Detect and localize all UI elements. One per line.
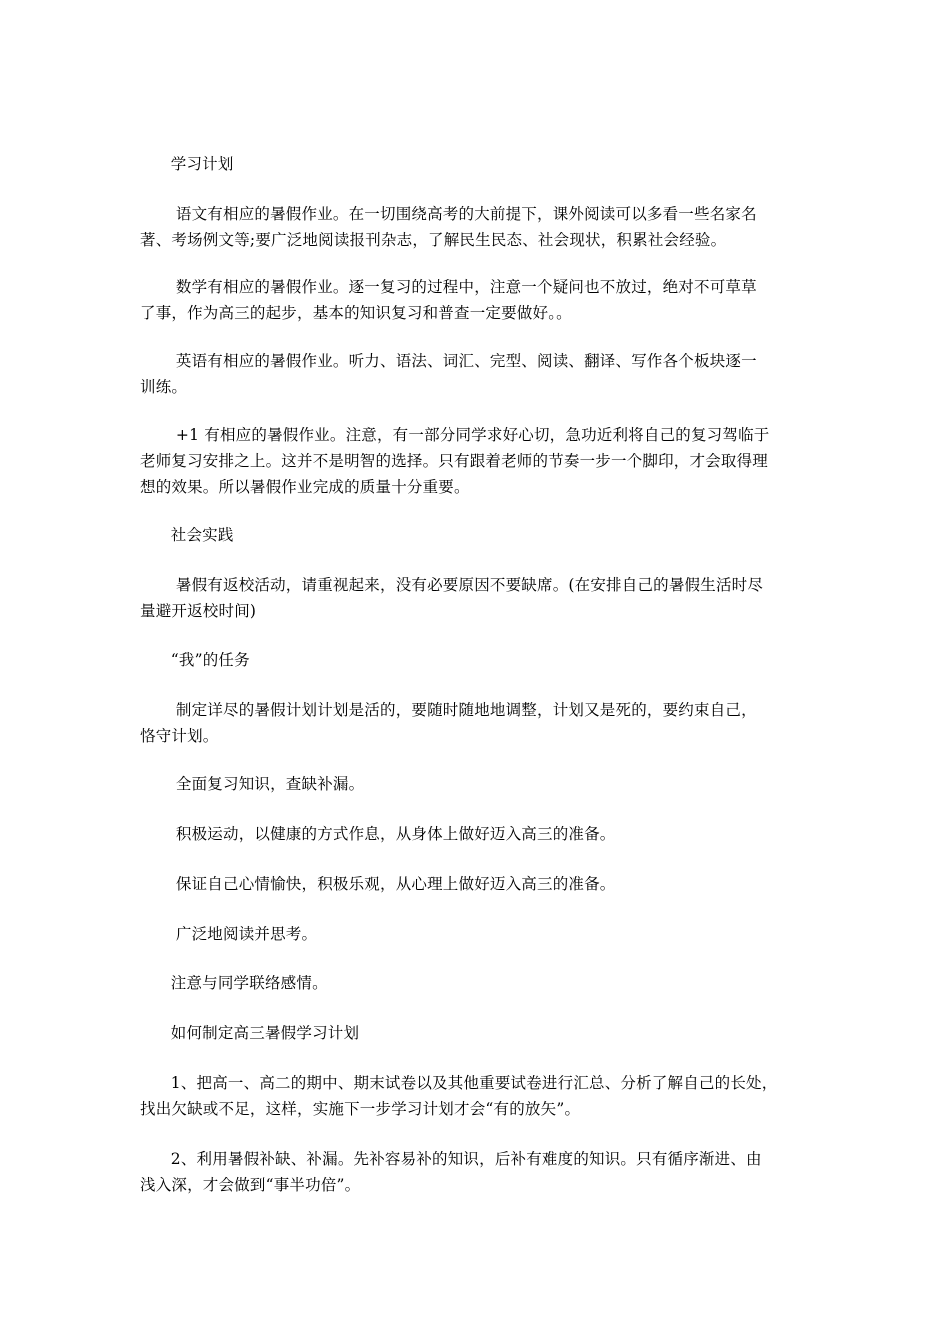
heading-social-practice: 社会实践 [140, 526, 234, 544]
heading-my-tasks: “我”的任务 [140, 651, 250, 669]
paragraph-plus1-line-2: 老师复习安排之上。这并不是明智的选择。只有跟着老师的节奏一步一个脚印，才会取得理 [140, 452, 769, 470]
paragraph-return-school-line-2: 量避开返校时间) [140, 602, 257, 620]
paragraph-plus1-line-1: +1 有相应的暑假作业。注意，有一部分同学求好心切，急功近利将自己的复习驾临于 [140, 426, 770, 444]
heading-study-plan: 学习计划 [140, 155, 234, 173]
task-review: 全面复习知识，查缺补漏。 [140, 775, 365, 793]
item-1-line-2: 找出欠缺或不足，这样，实施下一步学习计划才会“有的放矢”。 [140, 1100, 581, 1118]
paragraph-math-line-2: 了事，作为高三的起步，基本的知识复习和普查一定要做好。。 [140, 304, 572, 322]
heading-how-to-plan: 如何制定高三暑假学习计划 [140, 1024, 360, 1042]
task-classmates: 注意与同学联络感情。 [140, 974, 328, 992]
paragraph-math-line-1: 数学有相应的暑假作业。逐一复习的过程中，注意一个疑问也不放过，绝对不可草草 [140, 278, 757, 296]
task-mood: 保证自己心情愉快，积极乐观，从心理上做好迈入高三的准备。 [140, 875, 616, 893]
paragraph-return-school-line-1: 暑假有返校活动，请重视起来，没有必要原因不要缺席。(在安排自己的暑假生活时尽 [140, 576, 764, 594]
paragraph-chinese-line-2: 著、考场例文等;要广泛地阅读报刊杂志，了解民生民态、社会现状，积累社会经验。 [140, 231, 727, 249]
item-2-line-2: 浅入深，才会做到“事半功倍”。 [140, 1176, 361, 1194]
paragraph-english-line-1: 英语有相应的暑假作业。听力、语法、词汇、完型、阅读、翻译、写作各个板块逐一 [140, 352, 757, 370]
task-exercise: 积极运动，以健康的方式作息，从身体上做好迈入高三的准备。 [140, 825, 616, 843]
item-1-line-1: 1、把高一、高二的期中、期末试卷以及其他重要试卷进行汇总、分析了解自己的长处， [140, 1074, 778, 1092]
paragraph-plan-line-1: 制定详尽的暑假计划计划是活的，要随时随地地调整，计划又是死的，要约束自己， [140, 701, 757, 719]
task-reading: 广泛地阅读并思考。 [140, 925, 318, 943]
item-2-line-1: 2、利用暑假补缺、补漏。先补容易补的知识，后补有难度的知识。只有循序渐进、由 [140, 1150, 762, 1168]
paragraph-english-line-2: 训练。 [140, 378, 188, 396]
paragraph-chinese-line-1: 语文有相应的暑假作业。在一切围绕高考的大前提下，课外阅读可以多看一些名家名 [140, 205, 757, 223]
paragraph-plus1-line-3: 想的效果。所以暑假作业完成的质量十分重要。 [140, 478, 470, 496]
paragraph-plan-line-2: 恪守计划。 [140, 727, 219, 745]
